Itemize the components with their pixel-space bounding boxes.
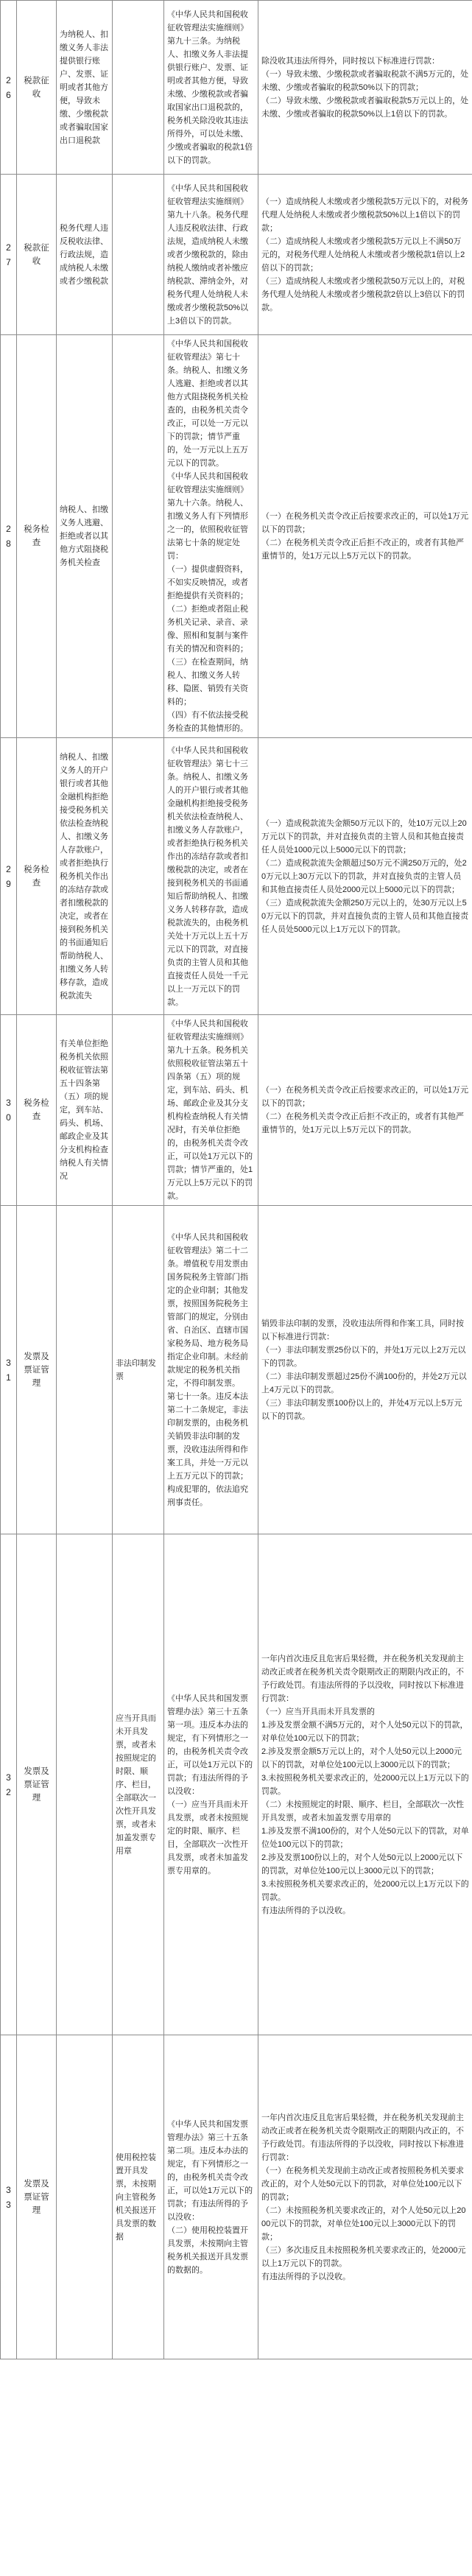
subject-cell bbox=[113, 1015, 164, 1206]
row-number: 3 2 bbox=[1, 1534, 17, 2035]
table-row bbox=[1, 1015, 472, 1206]
penalty-standard-cell: （一）造成纳税人未缴或者少缴税款5万元以下的，对税务代理人处纳税人未缴或者少缴税款50%以上1倍以下的罚款； （二）造成纳税人未缴或者少缴税款5万元以上不满50万元的，对税务代理人处纳税人未缴或者少缴税款1倍以上2倍以下的罚款； （三）造成纳税人未缴或者少缴税款50万元以上的，对税务代理人处纳税人未缴或者少缴税款2倍以上3倍以下的罚款。 bbox=[258, 175, 472, 335]
row-number: 2 8 bbox=[1, 335, 17, 738]
subject-cell: 应当开具而未开具发票，或者未按照规定的时限、顺序、栏目，全部联次一次性开具发票，或者未加盖发票专用章 bbox=[113, 1534, 164, 2035]
row-number: 3 1 bbox=[1, 1206, 17, 1534]
table-row bbox=[1, 1534, 472, 2035]
violation-cell bbox=[57, 2035, 113, 2359]
legal-basis-cell: 《中华人民共和国税收征收管理法》第七十三条。纳税人、扣缴义务人的开户银行或者其他金融机构拒绝接受税务机关依法检查纳税人、扣缴义务人存款账户，或者拒绝执行税务机关作出的冻结存款或者扣缴税款的决定，或者在接到税务机关的书面通知后帮助纳税人、扣缴义务人转移存款，造成税款流失的，由税务机关处十万元以上五十万元以下的罚款，对直接负责的主管人员和其他直接责任人员处一千元以上一万元以下的罚款。 bbox=[164, 738, 258, 1015]
violation-cell bbox=[57, 1206, 113, 1534]
legal-basis-cell: 《中华人民共和国税收征收管理法》第七十条。纳税人、扣缴义务人逃避、拒绝或者以其他方式阻挠税务机关检查的，由税务机关责令改正，可以处一万元以下的罚款；情节严重的，处一万元以上五万元以下的罚款。 《中华人民共和国税收征收管理法实施细则》第九十六条。纳税人、扣缴义务人有下列情形之一的，依照税收征管法第七十条的规定处罚： （一）提供虚假资料，不如实反映情况，或者拒绝提供有关资料的； （二）拒绝或者阻止税务机关记录、录音、录像、照相和复制与案件有关的情况和资料的； （三）在检查期间，纳税人、扣缴义务人转移、隐匿、销毁有关资料的； （四）有不依法接受税务检查的其他情形的。 bbox=[164, 335, 258, 738]
violation-cell: 纳税人、扣缴义务人逃避、拒绝或者以其他方式阻挠税务机关检查 bbox=[57, 335, 113, 738]
table-row bbox=[1, 335, 472, 738]
category-cell: 税务检查 bbox=[17, 1015, 57, 1206]
penalty-standard-cell: （一）造成税款流失金额50万元以下的，处10万元以上20万元以下的罚款，并对直接负责的主管人员和其他直接责任人员处1000元以上5000元以下的罚款； （二）造成税款流失金额超过50万元不满250万元的，处20万元以上30万元以下的罚款，并对直接负责的主管人员和其他直接责任人员处2000元以上5000元以下的罚款； （三）造成税款流失金额250万元以上的，处30万元以上50万元以下的罚款，并对直接负责的主管人员和其他直接责任人员处5000元以上1万元以下的罚款。 bbox=[258, 738, 472, 1015]
subject-cell: 非法印制发票 bbox=[113, 1206, 164, 1534]
category-cell: 发票及票证管理 bbox=[17, 2035, 57, 2359]
violation-cell: 纳税人、扣缴义务人的开户银行或者其他金融机构拒绝接受税务机关依法检查纳税人、扣缴义务人存款账户，或者拒绝执行税务机关作出的冻结存款或者扣缴税款的决定，或者在接到税务机关的书面通知后帮助纳税人、扣缴义务人转移存款，造成税款流失 bbox=[57, 738, 113, 1015]
row-number: 3 0 bbox=[1, 1015, 17, 1206]
table-row bbox=[1, 1, 472, 175]
row-number: 2 9 bbox=[1, 738, 17, 1015]
table-row bbox=[1, 1206, 472, 1534]
subject-cell bbox=[113, 175, 164, 335]
legal-basis-cell: 《中华人民共和国发票管理办法》第三十五条第二项。违反本办法的规定，有下列情形之一的，由税务机关责令改正，可以处1万元以下的罚款；有违法所得的予以没收： （二）使用税控装置开具发票，未按期向主管税务机关报送开具发票的数据的。 bbox=[164, 2035, 258, 2359]
category-cell: 发票及票证管理 bbox=[17, 1534, 57, 2035]
category-cell: 税务检查 bbox=[17, 738, 57, 1015]
row-number: 2 7 bbox=[1, 175, 17, 335]
subject-cell bbox=[113, 1, 164, 175]
penalty-standard-cell: 一年内首次违反且危害后果轻微，并在税务机关发现前主动改正或者在税务机关责令限期改正的期限内改正的，不予行政处罚。有违法所得的予以没收，同时按以下标准进行罚款： （一）应当开具而未开具发票的 1.涉及发票金额不满5万元的，对个人处50元以下的罚款，对单位处100元以下的罚款； 2.涉及发票金额5万元以上的，对个人处50元以上2000元以下的罚款，对单位处100元以上3000元以下的罚款； 3.未按照税务机关要求改正的，处2000元以上1万元以下的罚款。 （二）未按照规定的时限、顺序、栏目，全部联次一次性开具发票，或者未加盖发票专用章的 1.涉及发票不满100份的，对个人处50元以下的罚款，对单位处100元以下的罚款； 2.涉及发票100份以上的，对个人处50元以上2000元以下的罚款，对单位处100元以上3000元以下的罚款； 3.未按照税务机关要求改正的，处2000元以上1万元以下的罚款。 有违法所得的予以没收。 bbox=[258, 1534, 472, 2035]
violation-cell: 为纳税人、扣缴义务人非法提供银行账户、发票、证明或者其他方便，导致未缴、少缴税款或者骗取国家出口退税款 bbox=[57, 1, 113, 175]
category-cell: 税款征收 bbox=[17, 1, 57, 175]
legal-basis-cell: 《中华人民共和国税收征收管理法实施细则》第九十八条。税务代理人违反税收法律、行政法规，造成纳税人未缴或者少缴税款的，除由纳税人缴纳或者补缴应纳税款、滞纳金外，对税务代理人处纳税人未缴或者少缴税款50%以上3倍以下的罚款。 bbox=[164, 175, 258, 335]
legal-basis-cell: 《中华人民共和国税收征收管理法实施细则》第九十三条。为纳税人、扣缴义务人非法提供银行账户、发票、证明或者其他方便，导致未缴、少缴税款或者骗取国家出口退税款的，税务机关除没收其违法所得外，可以处未缴、少缴或者骗取的税款1倍以下的罚款。 bbox=[164, 1, 258, 175]
legal-basis-cell: 《中华人民共和国税收征收管理法》第二十二条。增值税专用发票由国务院税务主管部门指定的企业印制；其他发票，按照国务院税务主管部门的规定，分别由省、自治区、直辖市国家税务局、地方税务局指定企业印制。未经前款规定的税务机关指定，不得印制发票。 第七十一条。违反本法第二十二条规定，非法印制发票的，由税务机关销毁非法印制的发票，没收违法所得和作案工具，并处一万元以上五万元以下的罚款；构成犯罪的，依法追究刑事责任。 bbox=[164, 1206, 258, 1534]
table-row bbox=[1, 2035, 472, 2359]
violation-cell bbox=[57, 1534, 113, 2035]
table-row bbox=[1, 175, 472, 335]
category-cell: 发票及票证管理 bbox=[17, 1206, 57, 1534]
row-number: 3 3 bbox=[1, 2035, 17, 2359]
penalty-standard-cell: 一年内首次违反且危害后果轻微，并在税务机关发现前主动改正或者在税务机关责令限期改正的期限内改正的，不予行政处罚。有违法所得的予以没收，同时按以下标准进行罚款： （一）在税务机关发现前主动改正或者按照税务机关要求改正的，对个人处50元以下的罚款，对单位处100元以下的罚款； （二）未按照税务机关要求改正的，对个人处50元以上2000元以下的罚款，对单位处100元以上3000元以下的罚款； （三）多次违反且未按照税务机关要求改正的，处2000元以上1万元以下的罚款。 有违法所得的予以没收。 bbox=[258, 2035, 472, 2359]
legal-basis-cell: 《中华人民共和国税收征收管理法实施细则》第九十五条。税务机关依照税收征管法第五十四条第（五）项的规定，到车站、码头、机场、邮政企业及其分支机构检查纳税人有关情况时，有关单位拒绝的，由税务机关责令改正，可以处1万元以下的罚款；情节严重的，处1万元以上5万元以下的罚款。 bbox=[164, 1015, 258, 1206]
penalty-standard-cell: （一）在税务机关责令改正后按要求改正的，可以处1万元以下的罚款； （二）在税务机关责令改正后拒不改正的，或者有其他严重情节的，处1万元以上5万元以下的罚款。 bbox=[258, 335, 472, 738]
legal-basis-cell: 《中华人民共和国发票管理办法》第三十五条第一项。违反本办法的规定，有下列情形之一的，由税务机关责令改正，可以处1万元以下的罚款；有违法所得的予以没收： （一）应当开具而未开具发票，或者未按照规定的时限、顺序、栏目，全部联次一次性开具发票，或者未加盖发票专用章的。 bbox=[164, 1534, 258, 2035]
penalty-standard-cell: （一）在税务机关责令改正后按要求改正的，可以处1万元以下的罚款； （二）在税务机关责令改正后拒不改正的，或者有其他严重情节的，处1万元以上5万元以下的罚款。 bbox=[258, 1015, 472, 1206]
subject-cell bbox=[113, 738, 164, 1015]
subject-cell bbox=[113, 335, 164, 738]
table-row bbox=[1, 738, 472, 1015]
row-number: 2 6 bbox=[1, 1, 17, 175]
penalty-standard-cell: 销毁非法印制的发票，没收违法所得和作案工具，同时按以下标准进行罚款： （一）非法印制发票25份以下的，并处1万元以上2万元以下的罚款。 （二）非法印制发票超过25份不满100份的，并处2万元以上4万元以下的罚款。 （三）非法印制发票100份以上的，并处4万元以上5万元以下的罚款。 bbox=[258, 1206, 472, 1534]
category-cell: 税款征收 bbox=[17, 175, 57, 335]
subject-cell: 使用税控装置开具发票，未按期向主管税务机关报送开具发票的数据 bbox=[113, 2035, 164, 2359]
category-cell: 税务检查 bbox=[17, 335, 57, 738]
violation-cell: 有关单位拒绝税务机关依照税收征管法第五十四条第（五）项的规定，到车站、码头、机场、邮政企业及其分支机构检查纳税人有关情况 bbox=[57, 1015, 113, 1206]
penalty-standard-cell: 除没收其违法所得外，同时按以下标准进行罚款： （一）导致未缴、少缴税款或者骗取税款不满5万元的，处未缴、少缴或者骗取的税款50%以下的罚款； （二）导致未缴、少缴税款或者骗取税款5万元以上的，处未缴、少缴或者骗取的税款50%以上1倍以下的罚款。 bbox=[258, 1, 472, 175]
violation-cell: 税务代理人违反税收法律、行政法规，造成纳税人未缴或者少缴税款 bbox=[57, 175, 113, 335]
